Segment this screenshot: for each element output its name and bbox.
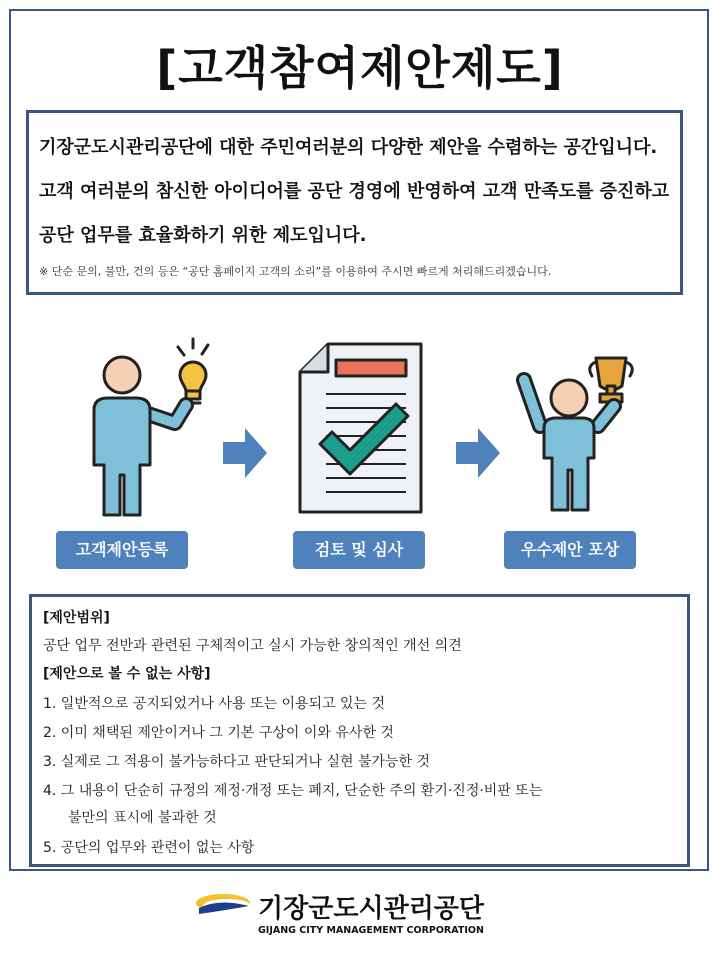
step-label-review: 검토 및 심사 [293,531,425,569]
exclusion-item: 1. 일반적으로 공지되었거나 사용 또는 이용되고 있는 것 [43,696,386,712]
exclusion-item: 4. 그 내용이 단순히 규정의 제정·개정 또는 폐지, 단순한 주의 환기·진정·비판 또는 [43,783,543,799]
intro-box [26,110,683,295]
exclusion-item: 5. 공단의 업무와 관련이 없는 사항 [43,840,255,856]
exclusion-item: 2. 이미 채택된 제안이거나 그 기본 구상이 이와 유사한 것 [43,725,394,741]
scope-range-text: 공단 업무 전반과 관련된 구체적이고 실시 가능한 창의적인 개선 의견 [43,638,462,654]
scope-range-heading: [제안범위] [43,610,110,626]
person-lightbulb-icon [80,335,220,525]
scope-exclusion-heading: [제안으로 볼 수 없는 사항] [43,666,211,682]
arrow-right-icon [223,428,267,478]
document-check-icon [298,342,423,514]
arrow-right-icon [456,428,500,478]
step-label-register: 고객제안등록 [56,531,188,569]
scope-box [29,594,690,867]
exclusion-item-continued: 불만의 표시에 불과한 것 [68,810,217,826]
org-logo-icon [193,888,253,922]
intro-line: 기장군도시관리공단에 대한 주민여러분의 다양한 제안을 수렴하는 공간입니다. [39,137,658,158]
person-trophy-icon [512,346,652,516]
step-label-award: 우수제안 포상 [504,531,636,569]
org-name-ko: 기장군도시관리공단 [258,894,485,924]
org-name-en: GIJANG CITY MANAGEMENT CORPORATION [258,925,484,936]
intro-note: ※ 단순 문의, 불만, 건의 등은 “공단 홈페이지 고객의 소리”를 이용하여 주시면 빠르게 처리해드리겠습니다. [39,265,552,278]
page-title: [고객참여제안제도] [156,41,564,95]
exclusion-item: 3. 실제로 그 적용이 불가능하다고 판단되거나 실현 불가능한 것 [43,754,431,770]
intro-line: 고객 여러분의 참신한 아이디어를 공단 경영에 반영하여 고객 만족도를 증진하고 [39,181,670,202]
intro-line: 공단 업무를 효율화하기 위한 제도입니다. [39,225,367,246]
